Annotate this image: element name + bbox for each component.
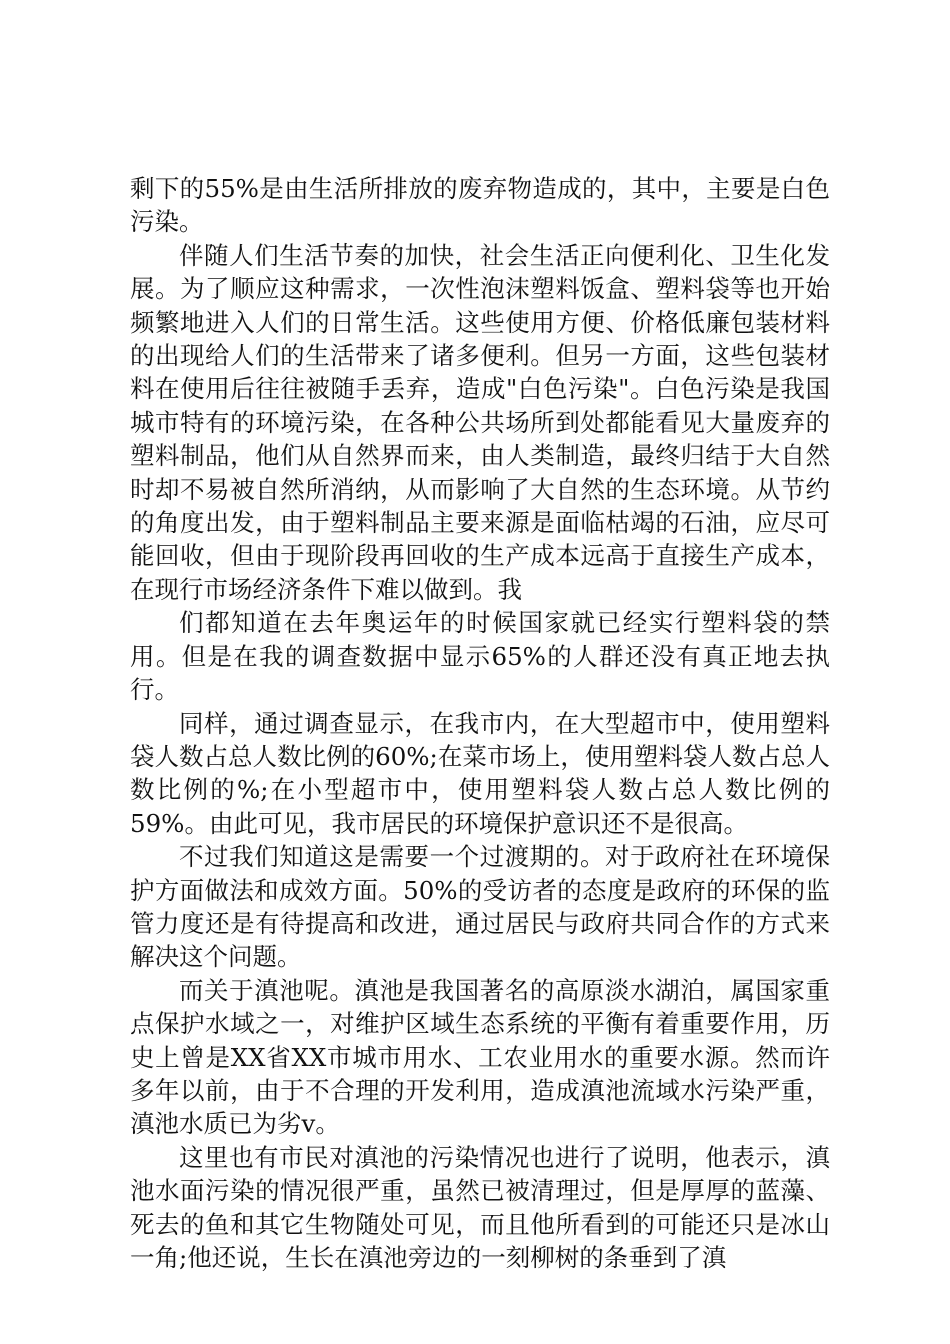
paragraph-transition-period: 不过我们知道这是需要一个过渡期的。对于政府社在环境保护方面做法和成效方面。50%的受访者的态度是政府的环保的监管力度还是有待提高和改进，通过居民与政府共同合作的方式来解决这个问题。 bbox=[130, 842, 830, 972]
paragraph-dianchi-lake: 而关于滇池呢。滇池是我国著名的高原淡水湖泊，属国家重点保护水域之一，对维护区域生态系统的平衡有着重要作用，历史上曾是XX省XX市城市用水、工农业用水的重要水源。然而许多年以前，由于不合理的开发利用，造成滇池流域水污染严重，滇池水质已为劣v。 bbox=[130, 975, 830, 1139]
document-body bbox=[130, 172, 830, 1274]
paragraph-citizen-account: 这里也有市民对滇池的污染情况也进行了说明，他表示，滇池水面污染的情况很严重，虽然已被清理过，但是厚厚的蓝藻、死去的鱼和其它生物随处可见，而且他所看到的可能还只是冰山一角;他还说，生长在滇池旁边的一刻柳树的条垂到了滇 bbox=[130, 1142, 830, 1272]
paragraph-white-pollution: 伴随人们生活节奏的加快，社会生活正向便利化、卫生化发展。为了顺应这种需求，一次性泡沫塑料饭盒、塑料袋等也开始频繁地进入人们的日常生活。这些使用方便、价格低廉包装材料的出现给人们的生活带来了诸多便利。但另一方面，这些包装材料在使用后往往被随手丢弃，造成"白色污染"。白色污染是我国城市特有的环境污染，在各种公共场所到处都能看见大量废弃的塑料制品，他们从自然界而来，由人类制造，最终归结于大自然时却不易被自然所消纳，从而影响了大自然的生态环境。从节约的角度出发，由于塑料制品主要来源是面临枯竭的石油，应尽可能回收，但由于现阶段再回收的生产成本远高于直接生产成本，在现行市场经济条件下难以做到。我 bbox=[130, 240, 830, 604]
paragraph-continuation: 剩下的55%是由生活所排放的废弃物造成的，其中，主要是白色污染。 bbox=[130, 174, 830, 237]
paragraph-survey-results: 同样，通过调查显示，在我市内，在大型超市中，使用塑料袋人数占总人数比例的60%;在菜市场上，使用塑料袋人数占总人数比例的%;在小型超市中，使用塑料袋人数占总人数比例的59%。由此可见，我市居民的环境保护意识还不是很高。 bbox=[130, 708, 830, 838]
paragraph-plastic-ban: 们都知道在去年奥运年的时候国家就已经实行塑料袋的禁用。但是在我的调查数据中显示65%的人群还没有真正地去执行。 bbox=[130, 608, 830, 705]
